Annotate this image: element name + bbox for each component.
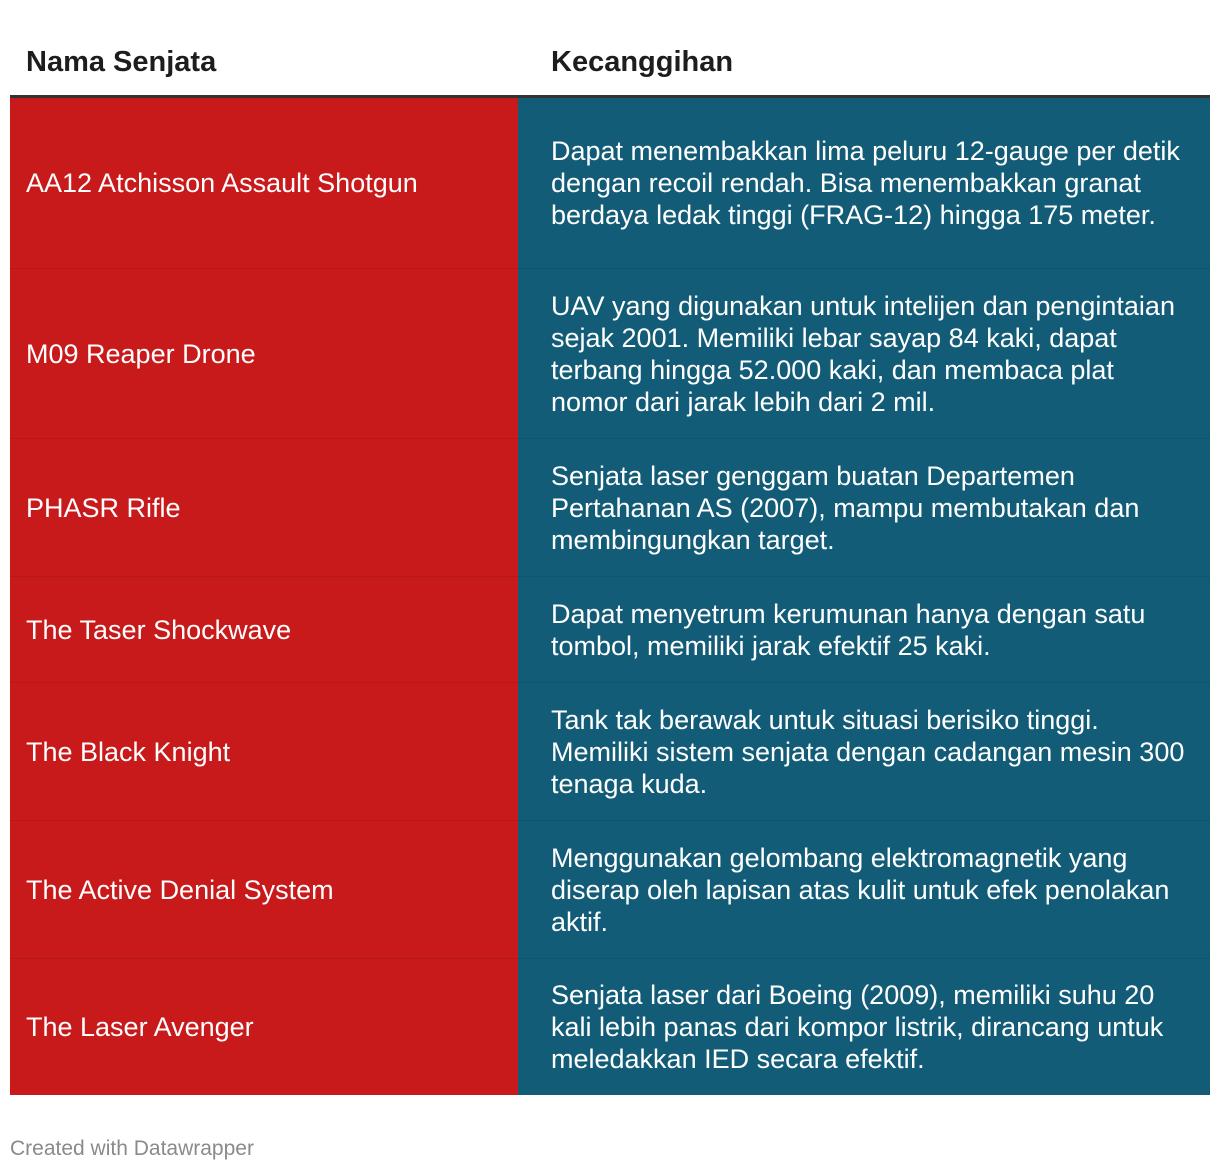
table-row (10, 820, 1210, 958)
datawrapper-credit[interactable]: Created with Datawrapper (10, 1137, 254, 1160)
weapon-desc-cell: Dapat menembakkan lima peluru 12-gauge per detik dengan recoil rendah. Bisa menembakkan granat berdaya ledak tinggi (FRAG-12) hingga 175 meter. (518, 98, 1210, 268)
weapon-name-cell: The Active Denial System (10, 820, 518, 958)
table-row (10, 576, 1210, 682)
weapon-name-cell: PHASR Rifle (10, 438, 518, 576)
table-row (10, 268, 1210, 438)
column-header-desc[interactable]: Kecanggihan (551, 46, 734, 78)
table-row (10, 682, 1210, 820)
weapon-name-cell: M09 Reaper Drone (10, 268, 518, 438)
column-header-name[interactable]: Nama Senjata (26, 46, 217, 78)
weapon-name-cell: The Laser Avenger (10, 958, 518, 1095)
weapon-desc-cell: Menggunakan gelombang elektromagnetik yang diserap oleh lapisan atas kulit untuk efek penolakan aktif. (518, 820, 1210, 958)
weapon-name-cell: The Taser Shockwave (10, 576, 518, 682)
weapon-name-cell: AA12 Atchisson Assault Shotgun (10, 98, 518, 268)
table-row (10, 98, 1210, 268)
table-row (10, 958, 1210, 1095)
table-row (10, 438, 1210, 576)
weapon-desc-cell: Dapat menyetrum kerumunan hanya dengan satu tombol, memiliki jarak efektif 25 kaki. (518, 576, 1210, 682)
weapon-desc-cell: UAV yang digunakan untuk intelijen dan pengintaian sejak 2001. Memiliki lebar sayap 84 kaki, dapat terbang hingga 52.000 kaki, dan membaca plat nomor dari jarak lebih dari 2 mil. (518, 268, 1210, 438)
data-table (10, 30, 1210, 1095)
weapon-desc-cell: Senjata laser genggam buatan Departemen Pertahanan AS (2007), mampu membutakan dan membingungkan target. (518, 438, 1210, 576)
weapon-desc-cell: Tank tak berawak untuk situasi berisiko tinggi. Memiliki sistem senjata dengan cadangan mesin 300 tenaga kuda. (518, 682, 1210, 820)
table-header-row (10, 30, 1210, 98)
weapon-name-cell: The Black Knight (10, 682, 518, 820)
weapon-desc-cell: Senjata laser dari Boeing (2009), memiliki suhu 20 kali lebih panas dari kompor listrik, dirancang untuk meledakkan IED secara efektif. (518, 958, 1210, 1095)
